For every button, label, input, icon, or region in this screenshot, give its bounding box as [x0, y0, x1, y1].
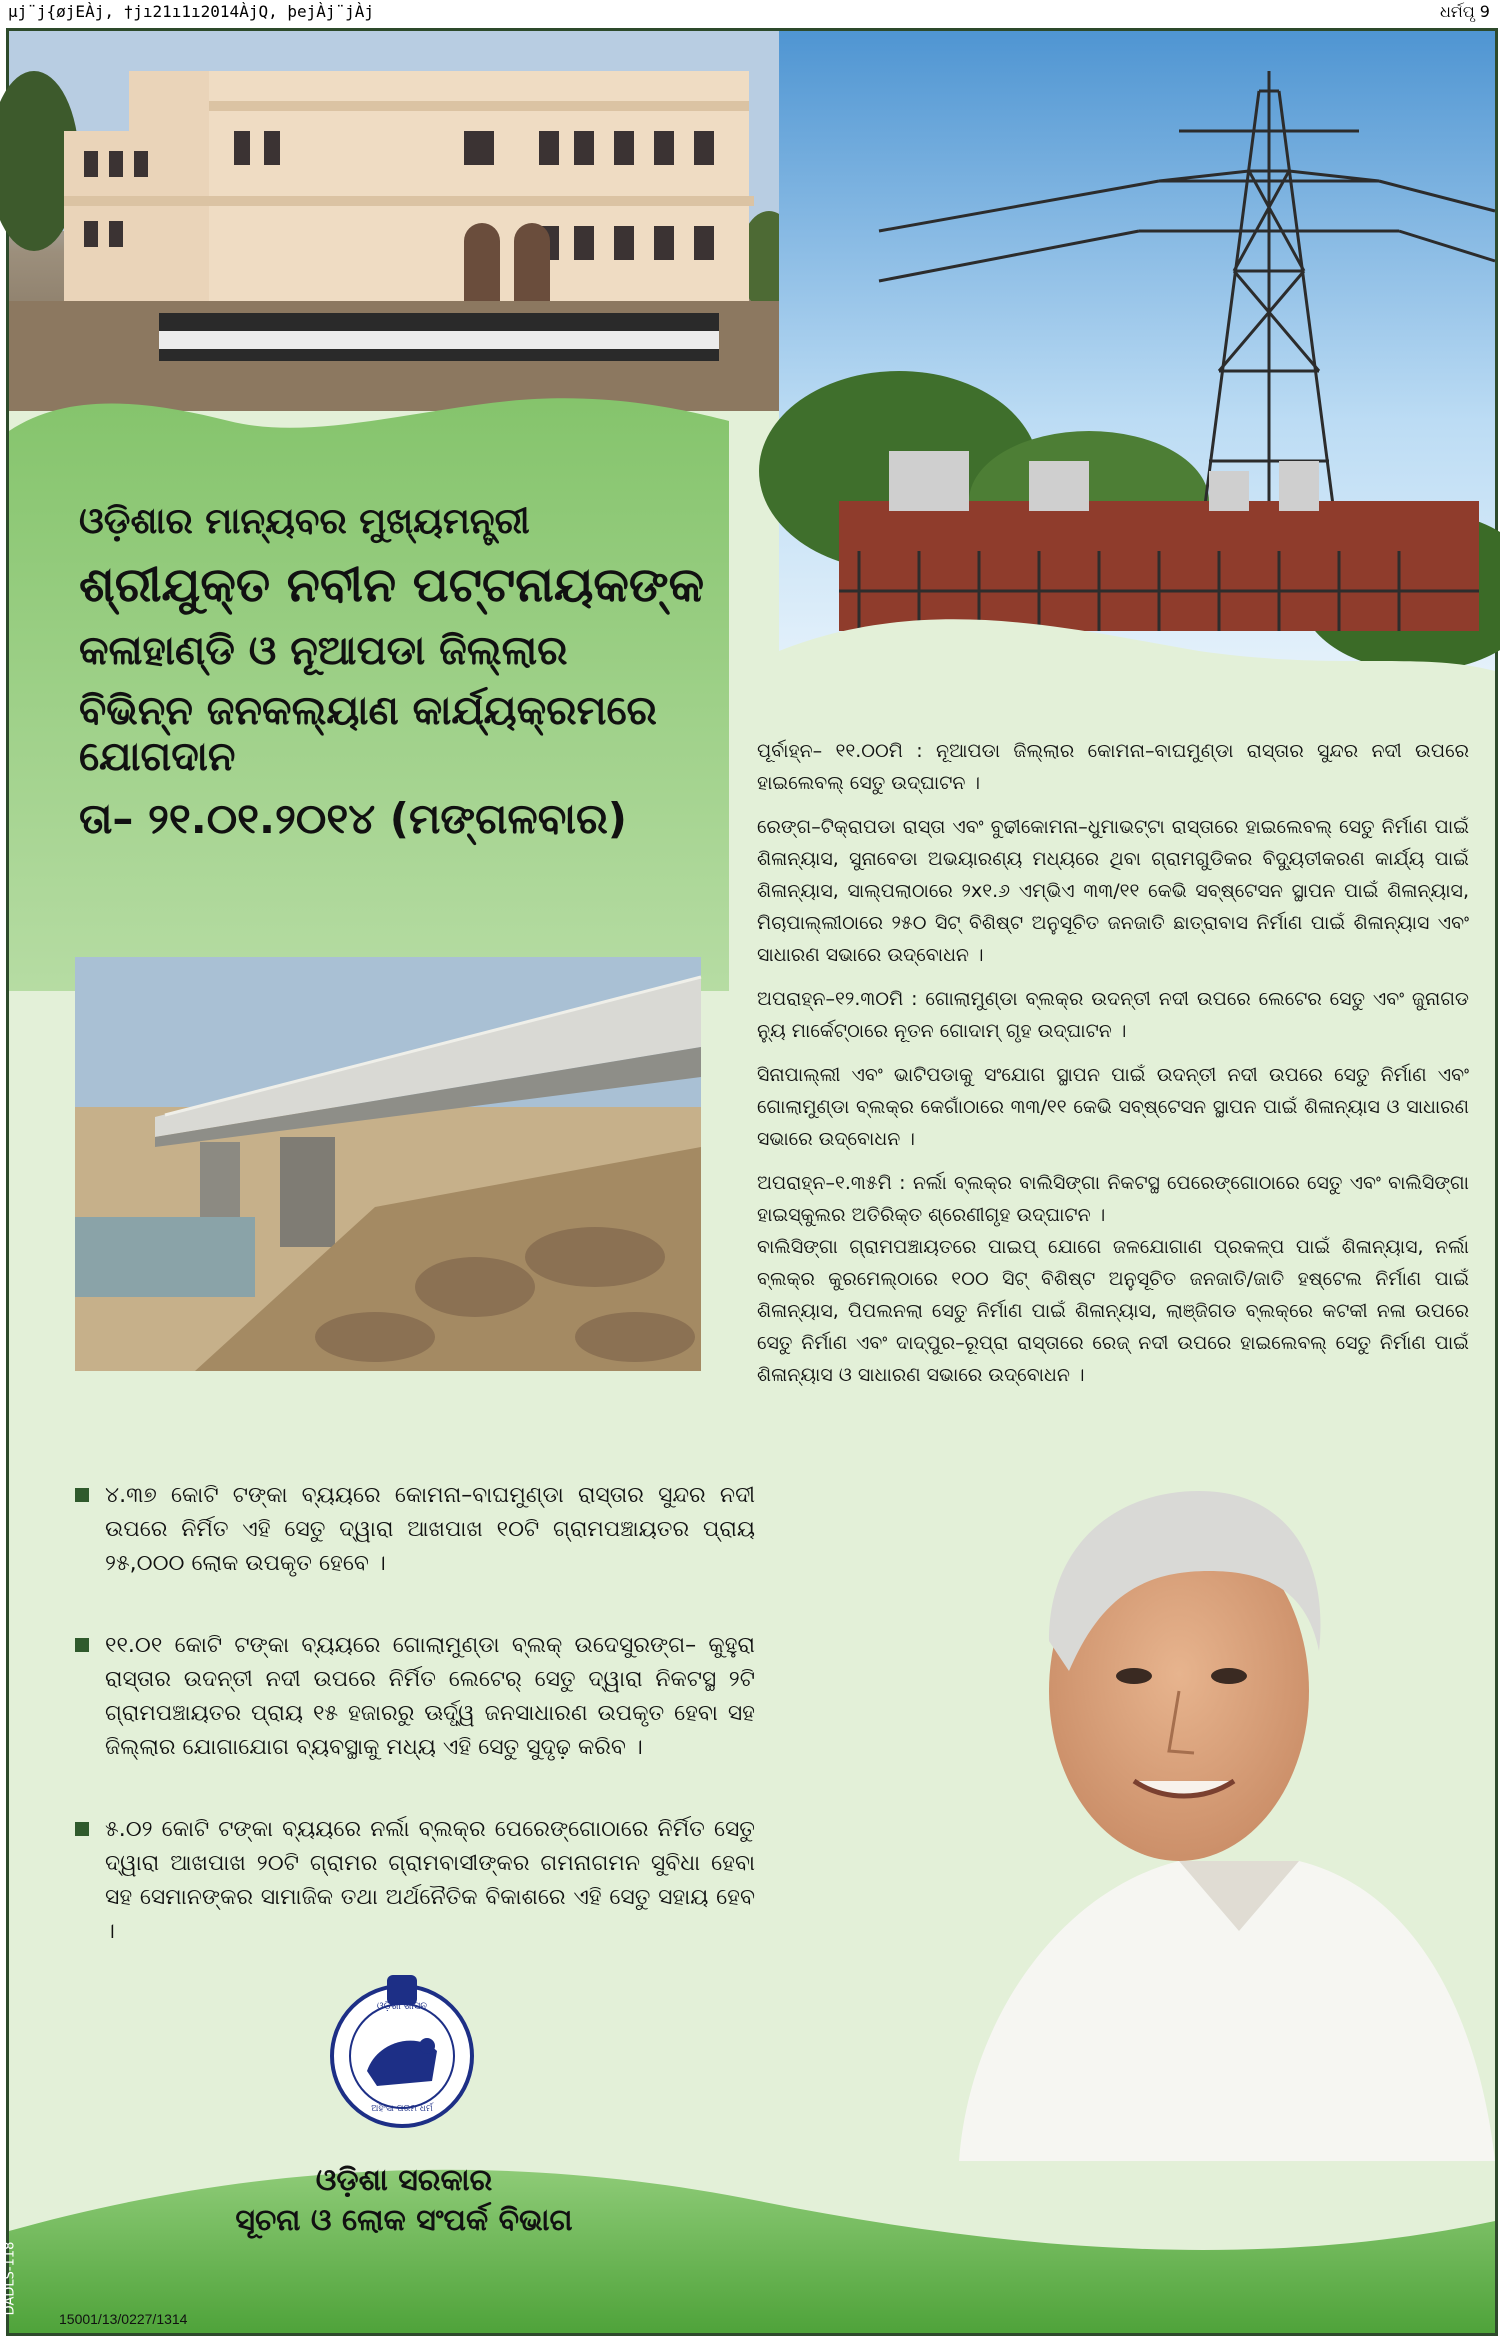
heading-line-2: ଶ୍ରୀଯୁକ୍ତ ନବୀନ ପଟ୍ଟନାୟକଙ୍କ — [79, 557, 705, 613]
school-building-photo — [9, 31, 779, 411]
page-header-strip — [0, 0, 1500, 24]
bullet-square-icon — [75, 1488, 89, 1502]
advertisement — [2, 28, 1498, 2336]
project-highlights — [75, 1479, 755, 1997]
heading-text-block — [79, 501, 719, 844]
bridge-photo — [75, 957, 701, 1371]
government-name: ଓଡ଼ିଶା ସରକାର — [315, 2163, 493, 2198]
bullet-square-icon — [75, 1638, 89, 1652]
list-item — [75, 1479, 755, 1581]
power-substation-photo — [779, 31, 1495, 681]
heading-line-4: ବିଭିନ୍ନ ଜନକଲ୍ୟାଣ କାର୍ଯ୍ୟକ୍ରମରେ ଯୋଗଦାନ — [79, 688, 657, 780]
schedule-paragraph: ଅପରାହ୍ନ–୧.୩୫ମି : ନର୍ଲା ବ୍ଲକ୍‌ର ବାଲିସିଙ୍ଗା ନିକଟସ୍ଥ ପେରେଙ୍ଗୋଠାରେ ସେତୁ ଏବଂ ବାଲିସିଙ୍ଗା ହାଇସ୍କୁଲର ଅତିରିକ୍ତ ଶ୍ରେଣୀଗୃହ ଉଦ୍‌ଘାଟନ । — [757, 1172, 1469, 1226]
list-item-text: ୧୧.୦୧ କୋଟି ଟଙ୍କା ବ୍ୟୟରେ ଗୋଲାମୁଣ୍ଡା ବ୍ଲକ୍ ଉଦେସୁରଙ୍ଗ– କୁହୁରା ରାସ୍ତାର ଉଦନ୍ତୀ ନଦୀ ଉପରେ ନିର୍ମିତ ଲେଟେର୍ ସେତୁ ଦ୍ୱାରା ନିକଟସ୍ଥ ୨ଟି ଗ୍ରାମପଞ୍ଚାୟତର ପ୍ରାୟ ୧୫ ହଜାରରୁ ଊର୍ଦ୍ଧ୍ୱ ଜନସାଧାରଣ ଉପକୃତ ହେବା ସହ ଜିଲ୍ଲାର ଯୋଗାଯୋଗ ବ୍ୟବସ୍ଥାକୁ ମଧ୍ୟ ଏହି ସେତୁ ସୁଦୃଢ଼ କରିବ । — [105, 1633, 755, 1760]
schedule-paragraph: ଅପରାହ୍ନ–୧୨.୩୦ମି : ଗୋଲାମୁଣ୍ଡା ବ୍ଲକ୍‌ର ଉଦନ୍ତୀ ନଦୀ ଉପରେ ଲେଟେର ସେତୁ ଏବଂ ଜୁନାଗଡ ନ୍ୟୁ ମାର୍କେଟ୍‌ଠାରେ ନୂତନ ଗୋଦାମ୍ ଗୃହ ଉଦ୍‌ଘାଟନ । — [757, 988, 1469, 1042]
heading-line-1: ଓଡ଼ିଶାର ମାନ୍ୟବର ମୁଖ୍ୟମନ୍ତ୍ରୀ — [79, 501, 530, 542]
list-item-text: ୪.୩୭ କୋଟି ଟଙ୍କା ବ୍ୟୟରେ କୋମନା–ବାଘମୁଣ୍ଡା ରାସ୍ତାର ସୁନ୍ଦର ନଦୀ ଉପରେ ନିର୍ମିତ ଏହି ସେତୁ ଦ୍ୱାରା ଆଖପାଖ ୧୦ଟି ଗ୍ରାମପଞ୍ଚାୟତର ପ୍ରାୟ ୨୫,୦୦୦ ଲୋକ ଉପକୃତ ହେବେ । — [105, 1483, 755, 1576]
ad-code-text: DADLS-118 — [2, 2241, 18, 2316]
reference-number: 15001/13/0227/1314 — [59, 2311, 188, 2327]
schedule-paragraph: ପୂର୍ବାହ୍ନ– ୧୧.୦୦ମି : ନୂଆପଡା ଜିଲ୍ଲାର କୋମନା–ବାଘମୁଣ୍ଡା ରାସ୍ତାର ସୁନ୍ଦର ନଦୀ ଉପରେ ହାଇଲେବଲ୍ ସେତୁ ଉଦ୍‌ଘାଟନ । — [757, 740, 1469, 794]
ad-code-vertical — [2, 2231, 33, 2331]
list-item-text: ୫.୦୨ କୋଟି ଟଙ୍କା ବ୍ୟୟରେ ନର୍ଲା ବ୍ଲକ୍‌ର ପେରେଙ୍ଗୋଠାରେ ନିର୍ମିତ ସେତୁ ଦ୍ୱାରା ଆଖପାଖ ୨୦ଟି ଗ୍ରାମର ଗ୍ରାମବାସୀଙ୍କର ଗମନାଗମନ ସୁବିଧା ହେବା ସହ ସେମାନଙ୍କର ସାମାଜିକ ତଥା ଅର୍ଥନୈତିକ ବିକାଶରେ ଏହି ସେତୁ ସହାୟ ହେବ । — [105, 1817, 755, 1944]
heading-date-line: ତା– ୨୧.୦୧.୨୦୧୪ (ମଙ୍ଗଳବାର) — [79, 794, 627, 843]
header-date-line: µj¨j{øjEÀj, †jı21ı1ı2014ÀjQ, þejÀj¨jÀj — [8, 2, 375, 21]
bullet-square-icon — [75, 1822, 89, 1836]
list-item — [75, 1813, 755, 1949]
heading-panel — [9, 391, 729, 991]
issuing-department — [169, 2161, 639, 2241]
heading-line-3: କଳାହାଣ୍ଡି ଓ ନୂଆପଡା ଜିଲ୍ଲାର — [79, 628, 568, 674]
event-schedule — [757, 735, 1469, 1403]
chief-minister-portrait — [879, 1461, 1495, 2161]
list-item — [75, 1629, 755, 1765]
schedule-paragraph: ବାଲିସିଙ୍ଗା ଗ୍ରାମପଞ୍ଚାୟତରେ ପାଇପ୍ ଯୋଗେ ଜଳଯୋଗାଣ ପ୍ରକଳ୍ପ ପାଇଁ ଶିଳାନ୍ୟାସ, ନର୍ଲା ବ୍ଲକ୍‌ର କୁରମେଲ୍‌ଠାରେ ୧୦୦ ସିଟ୍ ବିଶିଷ୍ଟ ଅନୁସୂଚିତ ଜନଜାତି/ଜାତି ହଷ୍ଟେଲ ନିର୍ମାଣ ପାଇଁ ଶିଳାନ୍ୟାସ, ପିପଲନଲା ସେତୁ ନିର୍ମାଣ ପାଇଁ ଶିଳାନ୍ୟାସ, ଲାଞ୍ଜିଗଡ ବ୍ଲକ୍‌ରେ କଟକୀ ନଳା ଉପରେ ସେତୁ ନିର୍ମାଣ ଏବଂ ଦାଦ୍‌ପୁର–ରୂପ୍ରା ରାସ୍ତାରେ ରେଜ୍ ନଦୀ ଉପରେ ହାଇଲେବଲ୍ ସେତୁ ନିର୍ମାଣ ପାଇଁ ଶିଳାନ୍ୟାସ ଓ ସାଧାରଣ ସଭାରେ ଉଦ୍‌ବୋଧନ । — [757, 1236, 1469, 1386]
schedule-paragraph: ସିନାପାଲ୍ଲୀ ଏବଂ ଭାଟିପଡାକୁ ସଂଯୋଗ ସ୍ଥାପନ ପାଇଁ ଉଦନ୍ତୀ ନଦୀ ଉପରେ ସେତୁ ନିର୍ମାଣ ଏବଂ ଗୋଲାମୁଣ୍ଡା ବ୍ଲକ୍‌ର କେଗାଁଠାରେ ୩୩/୧୧ କେଭି ସବ୍‌ଷ୍ଟେସନ ସ୍ଥାପନ ପାଇଁ ଶିଳାନ୍ୟାସ ଓ ସାଧାରଣ ସଭାରେ ଉଦ୍‌ବୋଧନ । — [757, 1064, 1469, 1150]
odisha-government-emblem — [327, 1971, 477, 2131]
schedule-paragraph: ରେଙ୍ଗ–ଟିକ୍ରାପଡା ରାସ୍ତା ଏବଂ ବୁଢୀକୋମନା–ଧୁମାଭଟ୍ଟା ରାସ୍ତାରେ ହାଇଲେବଲ୍ ସେତୁ ନିର୍ମାଣ ପାଇଁ ଶିଳାନ୍ୟାସ, ସୁନାବେଡା ଅଭୟାରଣ୍ୟ ମଧ୍ୟରେ ଥିବା ଗ୍ରାମଗୁଡିକର ବିଦ୍ୟୁତୀକରଣ କାର୍ଯ୍ୟ ପାଇଁ ଶିଳାନ୍ୟାସ, ସାଲ୍‌ପଲାଠାରେ ୨x୧.୬ ଏମ୍‌ଭିଏ ୩୩/୧୧ କେଭି ସବ୍‌ଷ୍ଟେସନ ସ୍ଥାପନ ପାଇଁ ଶିଳାନ୍ୟାସ, ମିଚାପାଲ୍ଲୀଠାରେ ୨୫୦ ସିଟ୍ ବିଶିଷ୍ଟ ଅନୁସୂଚିତ ଜନଜାତି ଛାତ୍ରାବାସ ନିର୍ମାଣ ପାଇଁ ଶିଳାନ୍ୟାସ ଏବଂ ସାଧାରଣ ସଭାରେ ଉଦ୍‌ବୋଧନ । — [757, 816, 1469, 966]
emblem-ring-text: ଓଡ଼ିଶା ଶାସନ — [376, 2001, 428, 2012]
department-name: ସୂଚନା ଓ ଲୋକ ସଂପର୍କ ବିଭାଗ — [235, 2203, 573, 2238]
emblem-motto: ଅହିଂସା ପରମ ଧର୍ମ — [371, 2104, 433, 2114]
header-page-number: ଧର୍ମପୃ 9 — [1439, 2, 1490, 21]
